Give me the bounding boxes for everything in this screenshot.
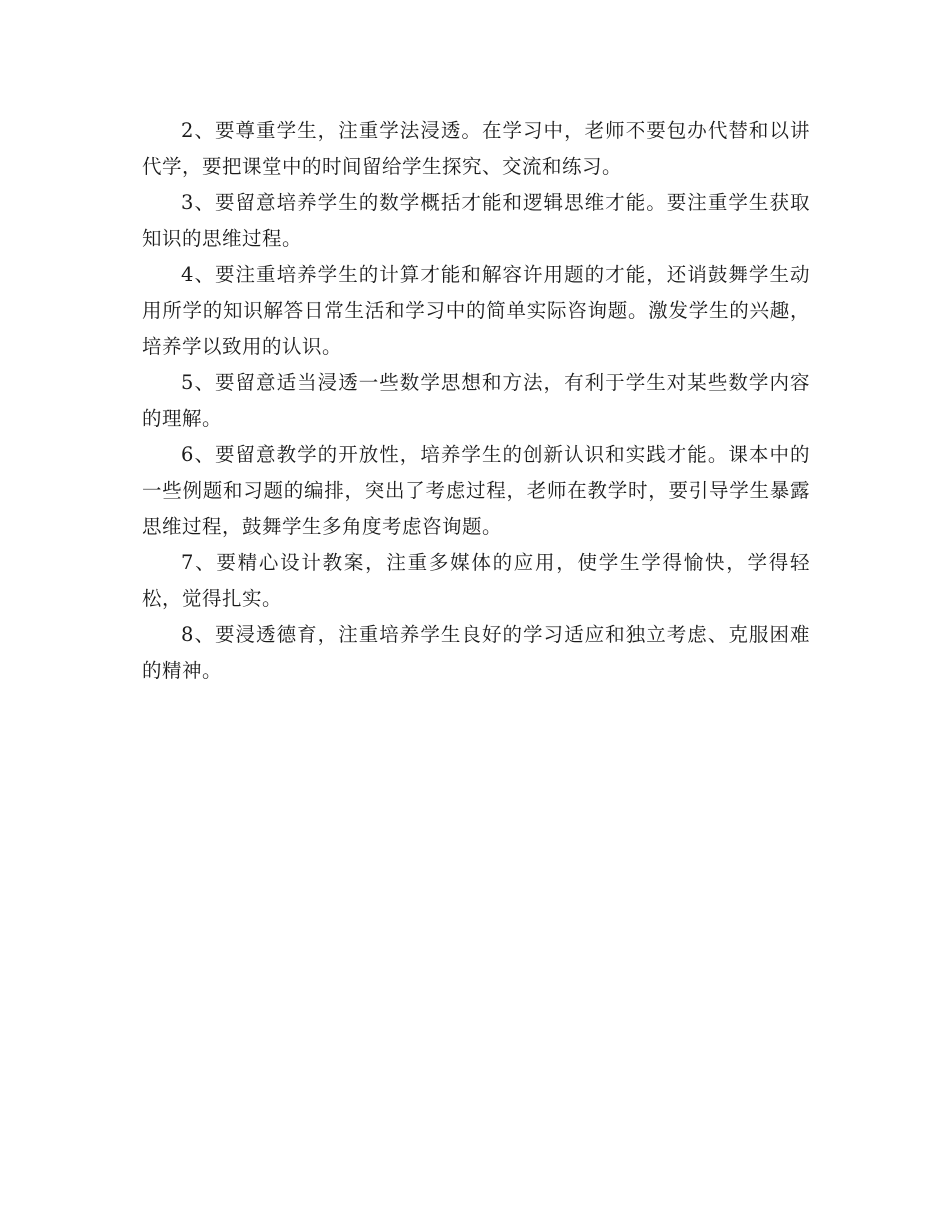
- paragraph-item-7: 7、要精心设计教案，注重多媒体的应用，使学生学得愉快，学得轻松，觉得扎实。: [142, 551, 810, 610]
- paragraph-item-8: 8、要浸透德育，注重培养学生良好的学习适应和独立考虑、克服困难的精神。: [142, 623, 810, 682]
- paragraph-item-3: 3、要留意培养学生的数学概括才能和逻辑思维才能。要注重学生获取知识的思维过程。: [142, 191, 810, 250]
- paragraph-item-2: 2、要尊重学生，注重学法浸透。在学习中，老师不要包办代替和以讲代学，要把课堂中的时间留给学生探究、交流和练习。: [142, 119, 810, 178]
- paragraph-item-6: 6、要留意教学的开放性，培养学生的创新认识和实践才能。课本中的一些例题和习题的编排，突出了考虑过程，老师在教学时，要引导学生暴露思维过程，鼓舞学生多角度考虑咨询题。: [142, 443, 810, 538]
- document-body: [142, 113, 810, 689]
- paragraph-item-4: 4、要注重培养学生的计算才能和解容许用题的才能，还诮鼓舞学生动用所学的知识解答日常生活和学习中的简单实际咨询题。激发学生的兴趣，培养学以致用的认识。: [142, 263, 810, 358]
- paragraph-item-5: 5、要留意适当浸透一些数学思想和方法，有利于学生对某些数学内容的理解。: [142, 371, 810, 430]
